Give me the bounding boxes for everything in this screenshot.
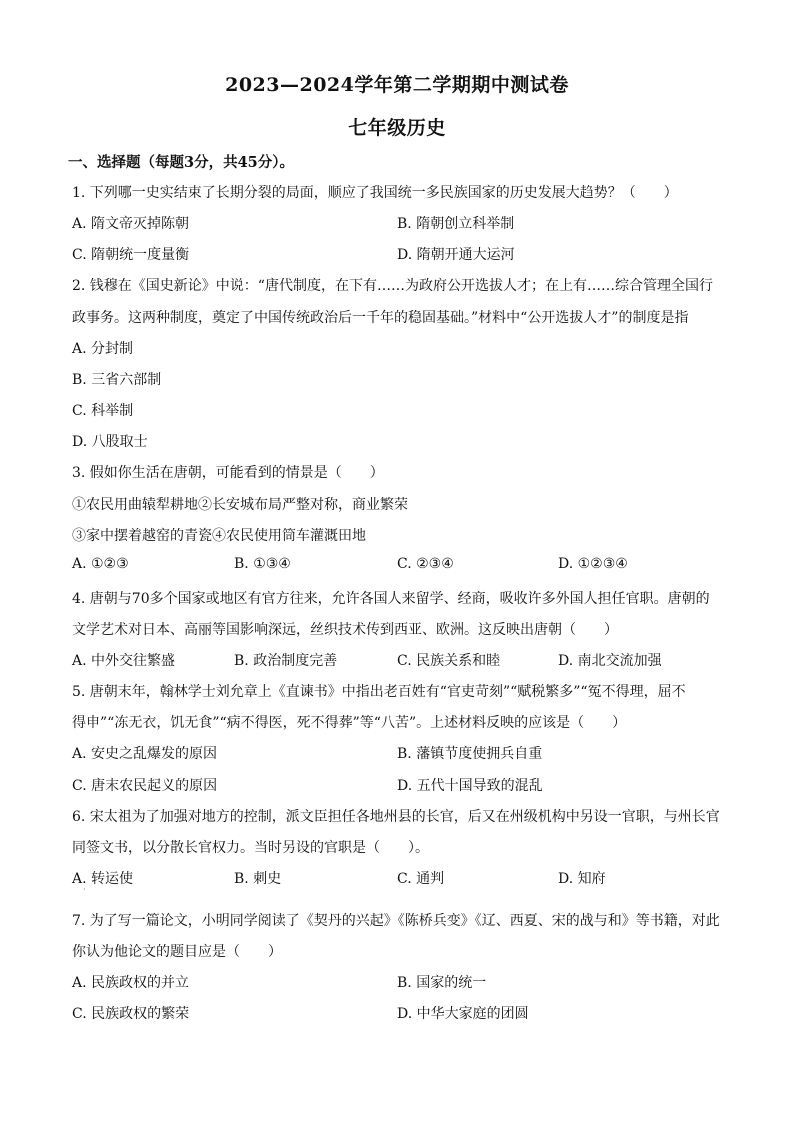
q1-option-b: B. 隋朝创立科举制: [397, 216, 515, 232]
q6-option-a: A. 转运使: [72, 871, 134, 887]
q3-stem: 3. 假如你生活在唐朝，可能看到的情景是（ ）: [72, 465, 384, 481]
q7-option-c: C. 民族政权的繁荣: [72, 1006, 190, 1022]
q4-stem-line2: 文学艺术对日本、高丽等国影响深远，丝织技术传到西亚、欧洲。这反映出唐朝（ ）: [72, 622, 618, 638]
q6-option-d: D. 知府: [558, 871, 606, 887]
q5-stem-line2: 得申”“冻无衣，饥无食”“病不得医，死不得葬”等“八苦”。上述材料反映的应该是（ ）: [72, 715, 627, 731]
q6-option-c: C. 通判: [397, 871, 445, 887]
q5-option-b: B. 藩镇节度使拥兵自重: [397, 746, 543, 762]
q6-stem-line2: 同签文书，以分散长官权力。当时另设的官职是（ ）。: [72, 840, 429, 856]
q3-option-b: B. ①③④: [234, 556, 291, 572]
q1-stem: 1. 下列哪一史实结束了长期分裂的局面，顺应了我国统一多民族国家的历史发展大趋势？（ ）: [72, 185, 678, 201]
q5-stem-line1: 5. 唐朝末年，翰林学士刘允章上《直谏书》中指出老百姓有“官吏苛刻”“赋税繁多”“冤不得理，屈不: [72, 684, 686, 700]
q2-stem-line1: 2. 钱穆在《国史新论》中说：“唐代制度，在下有……为政府公开选拔人才；在上有……综合管理全国行: [72, 278, 713, 294]
q2-option-b: B. 三省六部制: [72, 372, 162, 388]
q3-option-a: A. ①②③: [72, 556, 129, 572]
q6-stem-line1: 6. 宋太祖为了加强对地方的控制，派文臣担任各地州县的长官，后又在州级机构中另设一官职，与州长官: [72, 809, 720, 825]
q6-option-b: B. 刺史: [234, 871, 282, 887]
exam-subtitle: 七年级历史: [348, 117, 446, 139]
q5-option-c: C. 唐末农民起义的原因: [72, 778, 218, 794]
q1-option-d: D. 隋朝开通大运河: [397, 247, 515, 263]
q7-option-d: D. 中华大家庭的团圆: [397, 1006, 529, 1022]
q1-option-c: C. 隋朝统一度量衡: [72, 247, 190, 263]
q2-option-a: A. 分封制: [72, 341, 134, 357]
q4-option-d: D. 南北交流加强: [558, 653, 662, 669]
q4-option-c: C. 民族关系和睦: [397, 653, 501, 669]
q1-option-a: A. 隋文帝灭掉陈朝: [72, 216, 190, 232]
scan-dot-mark: ·: [83, 885, 86, 894]
q3-item-line2: ③家中摆着越窑的青瓷④农民使用筒车灌溉田地: [72, 528, 366, 544]
q7-stem-line2: 你认为他论文的题目应是（ ）: [72, 944, 282, 960]
q7-option-a: A. 民族政权的并立: [72, 975, 190, 991]
q7-stem-line1: 7. 为了写一篇论文，小明同学阅读了《契丹的兴起》《陈桥兵变》《辽、西夏、宋的战与和》等书籍，对此: [72, 913, 720, 929]
q2-option-d: D. 八股取士: [72, 434, 148, 450]
section-heading: 一、选择题（每题3分，共45分）。: [68, 154, 295, 171]
q3-item-line1: ①农民用曲辕犁耕地②长安城布局严整对称，商业繁荣: [72, 497, 408, 513]
q3-option-c: C. ②③④: [397, 556, 454, 572]
q4-option-b: B. 政治制度完善: [234, 653, 338, 669]
q4-option-a: A. 中外交往繁盛: [72, 653, 176, 669]
q2-option-c: C. 科举制: [72, 403, 134, 419]
q3-option-d: D. ①②③④: [558, 556, 628, 572]
q7-option-b: B. 国家的统一: [397, 975, 487, 991]
q5-option-a: A. 安史之乱爆发的原因: [72, 746, 218, 762]
q5-option-d: D. 五代十国导致的混乱: [397, 778, 543, 794]
q2-stem-line2: 政事务。这两种制度，奠定了中国传统政治后一千年的稳固基础。”材料中“公开选拔人才”的制度是指: [72, 310, 689, 326]
exam-title: 2023—2024学年第二学期期中测试卷: [225, 74, 569, 96]
q4-stem-line1: 4. 唐朝与70多个国家或地区有官方往来，允许各国人来留学、经商，吸收许多外国人担任官职。唐朝的: [72, 591, 710, 607]
